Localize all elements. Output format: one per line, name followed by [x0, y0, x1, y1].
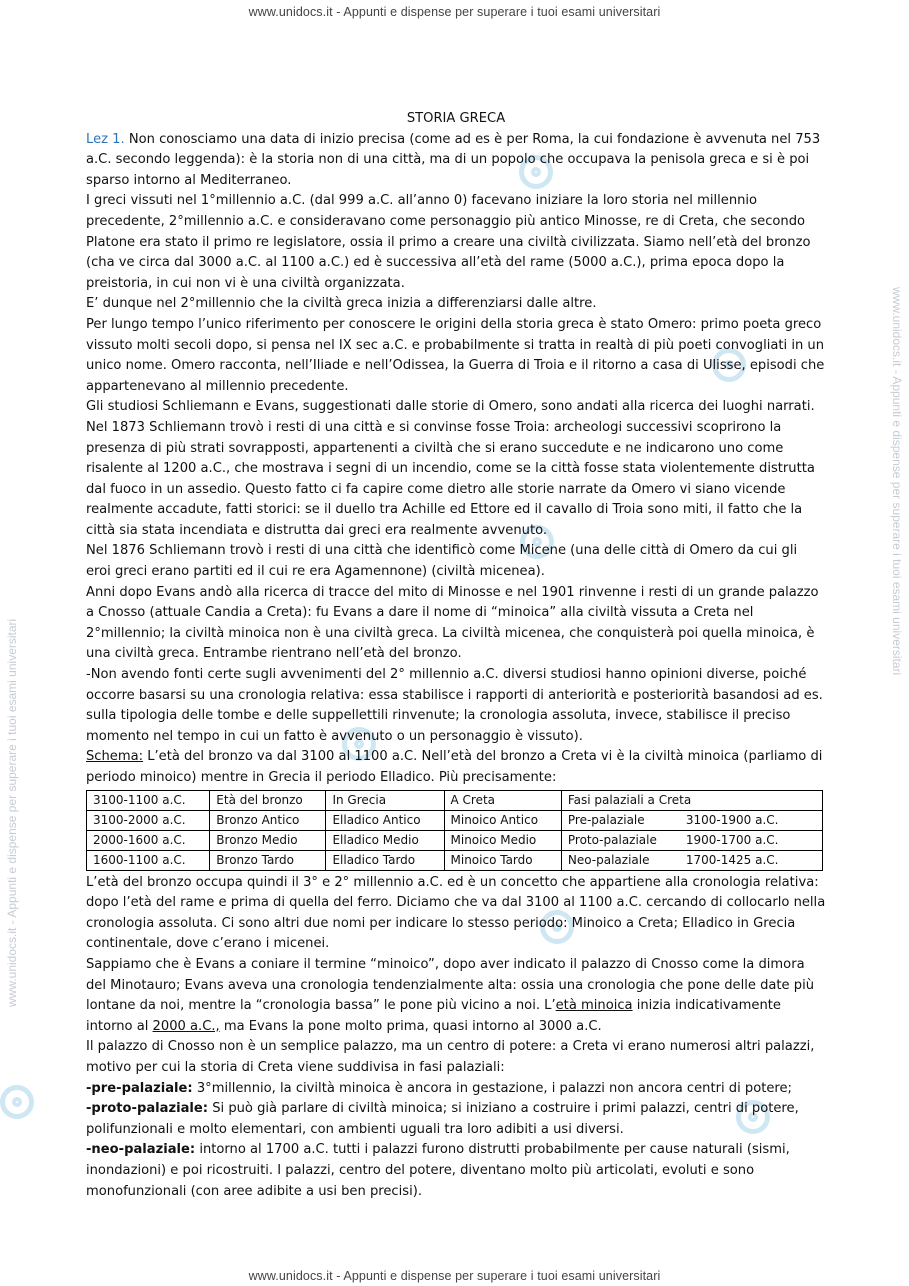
paragraph-text: Non conosciamo una data di inizio precisa (come ad es è per Roma, la cui fondazione è avvenuta nel 753 a.C. secondo leggenda): è la storia non di una città, ma di un popolo che occupava la penisola greca e si è poi sparso intorno al Mediterraneo.: [86, 131, 821, 188]
table-cell: Minoico Antico: [444, 810, 561, 830]
phase-label: -neo-palaziale:: [86, 1142, 196, 1158]
left-side-watermark: www.unidocs.it - Appunti e dispense per superare i tuoi esami universitari: [5, 618, 19, 1007]
table-row: [87, 810, 823, 830]
phase-name: Neo-palaziale: [567, 852, 650, 867]
paragraph: Nel 1876 Schliemann trovò i resti di una città che identificò come Micene (una delle città di Omero da cui gli eroi greci erano partiti ed il cui re era Agamennone) (civiltà micenea).: [86, 543, 798, 580]
paragraph-text: Sappiamo che è Evans a coniare il termine “minoico”, dopo aver indicato il palazzo di Cnosso come la dimora del Minotauro; Evans aveva una cronologia tendenzialmente alta: ossia una cronologia che pone delle date più lontane da noi, mentre la “cronologia bassa” le pone più vicino a noi. L’: [86, 956, 815, 1014]
paragraph: Anni dopo Evans andò alla ricerca di tracce del mito di Minosse e nel 1901 rinvenne i resti di un grande palazzo a Cnosso (attuale Candia a Creta): fu Evans a dare il nome di “minoica” alla civiltà vissuta a Creta nel 2°millennio; la civiltà minoica non è una civiltà greca. La civiltà micenea, che conquisterà poi quella minoica, è una civiltà greca. Entrambe rientrano nell’età del bronzo.: [86, 584, 819, 662]
table-cell: [561, 850, 822, 870]
paragraph-text: inizia indicativamente intorno al: [86, 998, 781, 1034]
phase-dates: 3100-1900 a.C.: [685, 812, 779, 827]
unidocs-logo-icon: [0, 1085, 34, 1119]
table-cell: Bronzo Antico: [210, 810, 326, 830]
right-side-watermark: www.unidocs.it - Appunti e dispense per superare i tuoi esami universitari: [890, 287, 904, 676]
table-cell: Bronzo Medio: [210, 830, 326, 850]
schema-label: Schema:: [86, 749, 144, 765]
table-cell: 3100-2000 a.C.: [87, 810, 210, 830]
document-body: [86, 109, 826, 1202]
table-header-cell: In Grecia: [326, 790, 444, 810]
table-cell: Minoico Tardo: [444, 850, 561, 870]
phase-text: 3°millennio, la civiltà minoica è ancora in gestazione, i palazzi non ancora centri di potere;: [192, 1080, 792, 1096]
paragraph: I greci vissuti nel 1°millennio a.C. (dal 999 a.C. all’anno 0) facevano iniziare la loro storia nel millennio precedente, 2°millennio a.C. e consideravano come personaggio più antico Minosse, re di Creta, che secondo Platone era stato il primo re legislatore, ossia il primo a creare una civiltà civilizzata. Siamo nell’età del bronzo (cha ve circa dal 3000 a.C. al 1100 a.C.) ed è successiva all’età del rame (5000 a.C.), prima epoca dopo la preistoria, in cui non vi è una civiltà organizzata.: [86, 193, 811, 291]
table-header-row: [87, 790, 823, 810]
phase-dates: 1900-1700 a.C.: [685, 832, 779, 847]
table-header-cell: Età del bronzo: [210, 790, 326, 810]
paragraph-evans: [86, 955, 826, 1037]
phase-text: intorno al 1700 a.C. tutti i palazzi furono distrutti probabilmente per cause naturali (sismi, inondazioni) e poi ricostruiti. I palazzi, centro del potere, diventano molto più articolati, evoluti e sono monofunzionali (con aree adibite a usi ben precisi).: [86, 1142, 790, 1199]
table-row: [87, 830, 823, 850]
bronze-age-table: [86, 790, 823, 871]
schema-text: L’età del bronzo va dal 3100 al 1100 a.C. Nell’età del bronzo a Creta vi è la civiltà minoica (parliamo di periodo minoico) mentre in Grecia il periodo Elladico. Più precisamente:: [86, 749, 823, 785]
phase-text: Si può già parlare di civiltà minoica; si iniziano a costruire i primi palazzi, centri di potere, polifunzionali e molto elementari, con ambienti uguali tra loro adibiti a usi diversi.: [86, 1101, 799, 1137]
phase-name: Proto-palaziale: [567, 832, 657, 847]
table-cell: Elladico Medio: [326, 830, 444, 850]
paragraph: Gli studiosi Schliemann e Evans, suggestionati dalle storie di Omero, sono andati alla ricerca dei luoghi narrati. Nel 1873 Schliemann trovò i resti di una città e si convinse fosse Troia: archeologi successivi scoprirono la presenza di più strati sovrapposti, appartenenti a civiltà che si erano succedute e ne indicarono uno come risalente al 1200 a.C., che mostrava i segni di un incendio, come se la città fosse stata violentemente distrutta dal fuoco in un assedio. Questo fatto ci fa capire come dietro alle storie narrate da Omero vi siano vicende realmente accadute, fatti storici: se il duello tra Achille ed Ettore ed il cavallo di Troia sono miti, il fatto che la città sia stata incendiata e distrutta dai greci era realmente avvenuto.: [86, 399, 815, 538]
schema-paragraph: [86, 747, 826, 788]
paragraph-text: ma Evans la pone molto prima, quasi intorno al 3000 a.C.: [219, 1018, 602, 1034]
table-header-cell: 3100-1100 a.C.: [87, 790, 210, 810]
document-title: STORIA GRECA: [406, 111, 506, 126]
table-cell: 2000-1600 a.C.: [87, 830, 210, 850]
table-header-cell: Fasi palaziali a Creta: [561, 790, 822, 810]
paragraph: Per lungo tempo l’unico riferimento per conoscere le origini della storia greca è stato Omero: primo poeta greco vissuto molti secoli dopo, si pensa nel IX sec a.C. e probabilmente si tratta in realtà di più poeti convogliati in un unico nome. Omero racconta, nell’Iliade e nell’Odissea, la Guerra di Troia e il ritorno a casa di Ulisse, episodi che appartenevano al millennio precedente.: [86, 316, 825, 394]
table-cell: 1600-1100 a.C.: [87, 850, 210, 870]
table-cell: [561, 830, 822, 850]
phase-neo-palaziale: [86, 1140, 826, 1202]
phase-pre-palaziale: [86, 1079, 826, 1100]
table-row: [87, 850, 823, 870]
table-cell: [561, 810, 822, 830]
phase-label: -pre-palaziale:: [86, 1080, 193, 1096]
underlined-term: età minoica: [555, 998, 633, 1014]
table-cell: Elladico Tardo: [326, 850, 444, 870]
paragraph: E’ dunque nel 2°millennio che la civiltà greca inizia a differenziarsi dalle altre.: [86, 296, 597, 312]
footer-watermark: www.unidocs.it - Appunti e dispense per superare i tuoi esami universitari: [248, 1269, 661, 1283]
phase-dates: 1700-1425 a.C.: [685, 852, 779, 867]
paragraph: -Non avendo fonti certe sugli avvenimenti del 2° millennio a.C. diversi studiosi hanno opinioni diverse, poiché occorre basarsi su una cronologia relativa: essa stabilisce i rapporti di anteriorità e posteriorità basandosi ad es. sulla tipologia delle tombe e delle suppellettili rinvenute; la cronologia assoluta, invece, stabilisce il preciso momento nel tempo in cui un fatto è avvenuto o un personaggio è vissuto).: [86, 667, 823, 744]
table-cell: Bronzo Tardo: [210, 850, 326, 870]
phase-name: Pre-palaziale: [567, 812, 645, 827]
paragraph: Il palazzo di Cnosso non è un semplice palazzo, ma un centro di potere: a Creta vi erano numerosi altri palazzi, motivo per cui la storia di Creta viene suddivisa in fasi palaziali:: [86, 1039, 815, 1075]
table-cell: Minoico Medio: [444, 830, 561, 850]
phase-proto-palaziale: [86, 1099, 826, 1140]
table-header-cell: A Creta: [444, 790, 561, 810]
paragraph: L’età del bronzo occupa quindi il 3° e 2° millennio a.C. ed è un concetto che appartiene alla cronologia relativa: dopo l’età del rame e prima di quella del ferro. Diciamo che va dal 3100 al 1100 a.C. cercando di collocarlo nella cronologia assoluta. Ci sono altri due nomi per indicare lo stesso periodo: Minoico a Creta; Elladico in Grecia continentale, dove c’erano i micenei.: [86, 874, 826, 952]
paragraph-intro: [86, 130, 826, 192]
phase-label: -proto-palaziale:: [86, 1101, 209, 1117]
underlined-date: 2000 a.C.,: [152, 1018, 220, 1034]
lesson-label: Lez 1.: [86, 131, 125, 147]
header-watermark: www.unidocs.it - Appunti e dispense per superare i tuoi esami universitari: [248, 5, 661, 19]
table-cell: Elladico Antico: [326, 810, 444, 830]
